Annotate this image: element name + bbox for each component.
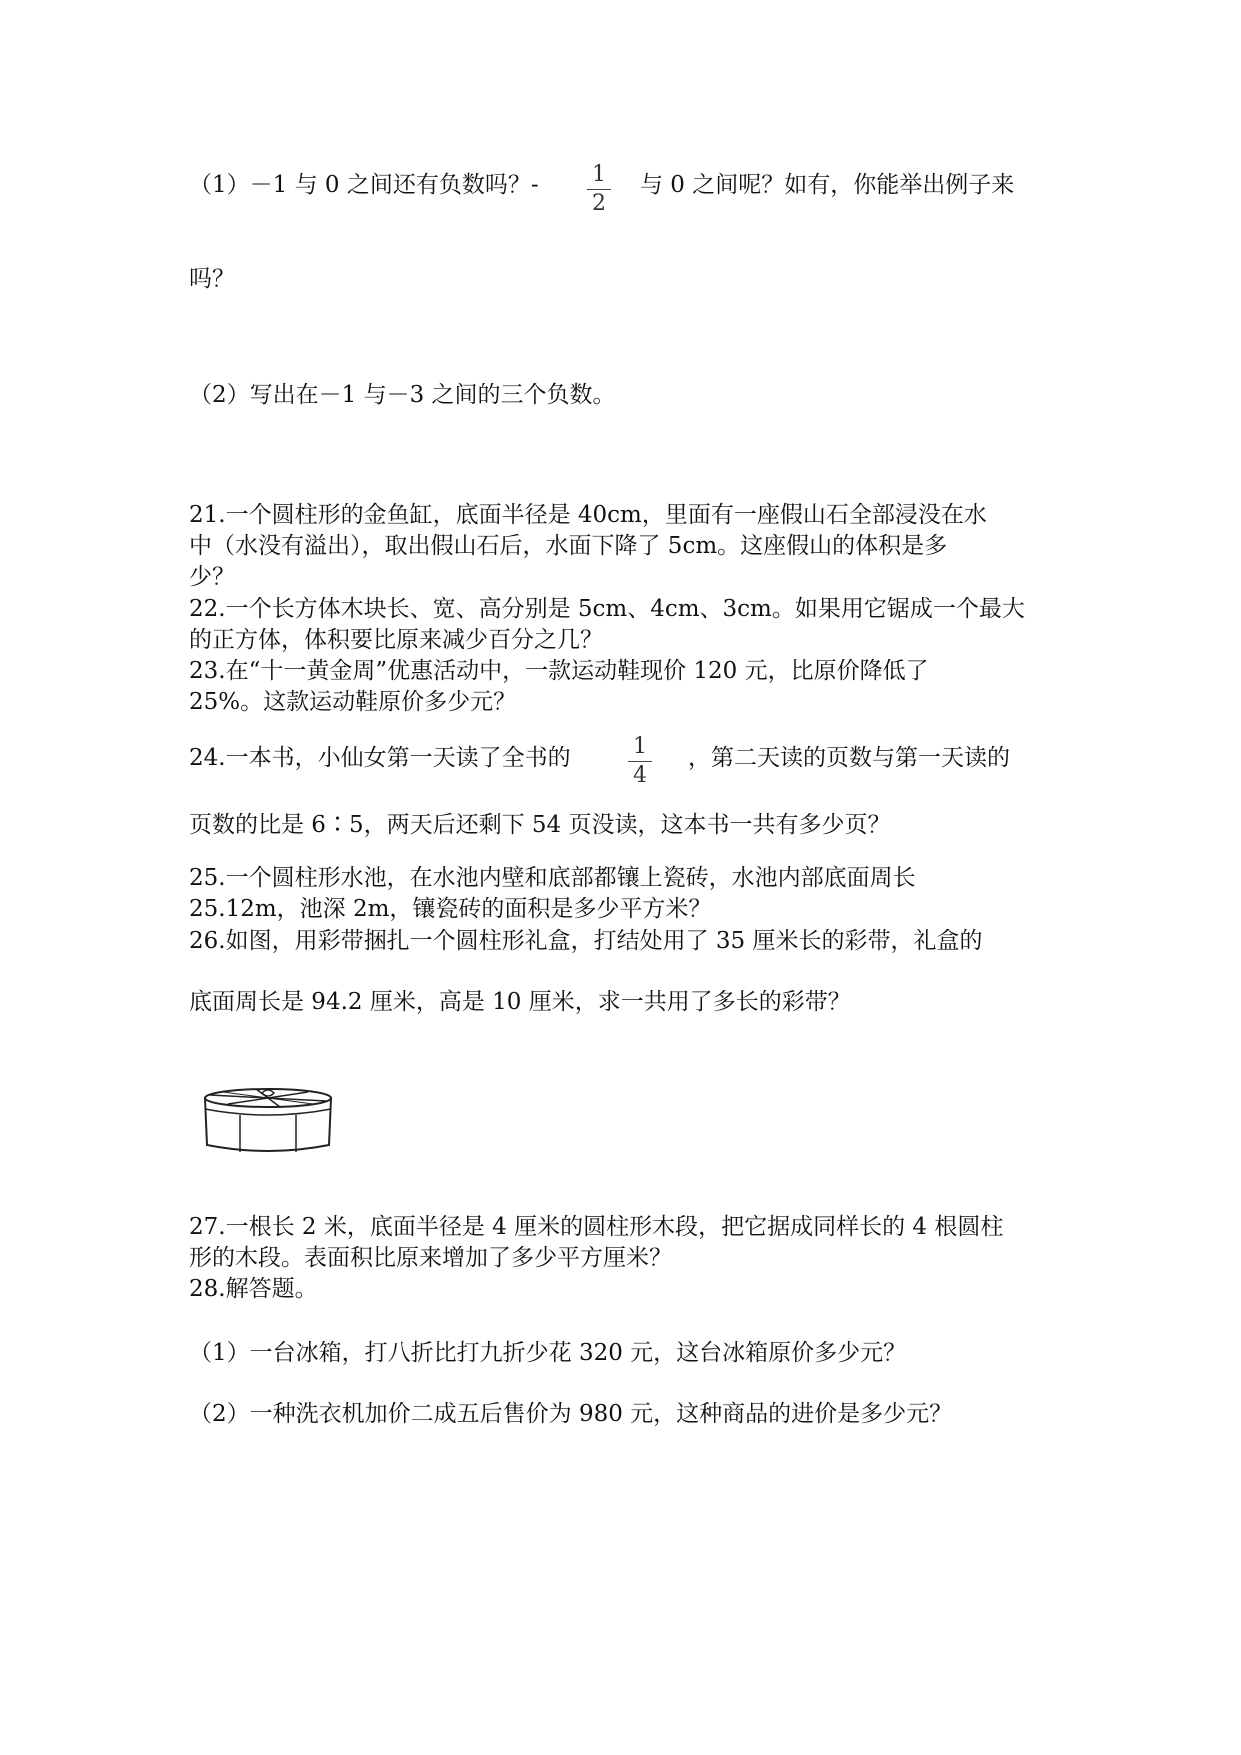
q20-part2-text: （2）写出在－1 与－3 之间的三个负数。 (189, 382, 616, 408)
q25-line2: 25.12m，池深 2m，镶瓷砖的面积是多少平方米？ (189, 896, 712, 922)
ribbon-bow (262, 1090, 274, 1096)
q21-line3: 少？ (189, 564, 235, 590)
q22-line2: 的正方体，体积要比原来减少百分之几？ (189, 627, 603, 653)
q20-part1-text-b: 与 0 之间呢？如有，你能举出例子来 (640, 172, 1015, 198)
q27-line2: 形的木段。表面积比原来增加了多少平方厘米？ (189, 1245, 672, 1271)
q24-line1-b: ，第二天读的页数与第一天读的 (688, 745, 1010, 771)
q20-part1-text-a: （1）－1 与 0 之间还有负数吗？- (189, 172, 539, 198)
q21-line1: 21.一个圆柱形的金鱼缸，底面半径是 40cm，里面有一座假山石全部浸没在水 (189, 502, 987, 528)
fraction-numerator: 1 (633, 734, 647, 759)
q26-line1: 26.如图，用彩带捆扎一个圆柱形礼盒，打结处用了 35 厘米长的彩带，礼盒的 (189, 928, 983, 954)
cylinder-gift-box-figure (198, 1085, 338, 1160)
box-side (205, 1098, 331, 1151)
fraction-denominator: 2 (592, 191, 606, 216)
q28-part1: （1）一台冰箱，打八折比打九折少花 320 元，这台冰箱原价多少元？ (189, 1340, 907, 1366)
fraction-one-half (585, 163, 613, 216)
q27-line1: 27.一根长 2 米，底面半径是 4 厘米的圆柱形木段，把它据成同样长的 4 根圆柱 (189, 1214, 1004, 1240)
fraction-bar (587, 189, 611, 190)
q21-line2: 中（水没有溢出），取出假山石后，水面下降了 5cm。这座假山的体积是多 (189, 533, 948, 559)
fraction-one-quarter (626, 735, 654, 788)
box-rim (205, 1109, 331, 1115)
q25-line1: 25.一个圆柱形水池，在水池内壁和底部都镶上瓷砖，水池内部底面周长 (189, 865, 916, 891)
q28-part2: （2）一种洗衣机加价二成五后售价为 980 元，这种商品的进价是多少元？ (189, 1401, 953, 1427)
q20-part1-text-c: 吗？ (189, 266, 235, 292)
fraction-numerator: 1 (592, 162, 606, 187)
fraction-denominator: 4 (633, 763, 647, 788)
fraction-bar (628, 761, 652, 762)
q22-line1: 22.一个长方体木块长、宽、高分别是 5cm、4cm、3cm。如果用它锯成一个最大 (189, 596, 1025, 622)
q24-line2: 页数的比是 6∶5，两天后还剩下 54 页没读，这本书一共有多少页？ (189, 812, 891, 838)
q23-line1: 23.在“十一黄金周”优惠活动中，一款运动鞋现价 120 元，比原价降低了 (189, 658, 929, 684)
q26-line2: 底面周长是 94.2 厘米，高是 10 厘米，求一共用了多长的彩带？ (189, 989, 851, 1015)
q28-title: 28.解答题。 (189, 1276, 318, 1302)
q24-line1-a: 24.一本书，小仙女第一天读了全书的 (189, 745, 571, 771)
q23-line2: 25%。这款运动鞋原价多少元？ (189, 689, 517, 715)
